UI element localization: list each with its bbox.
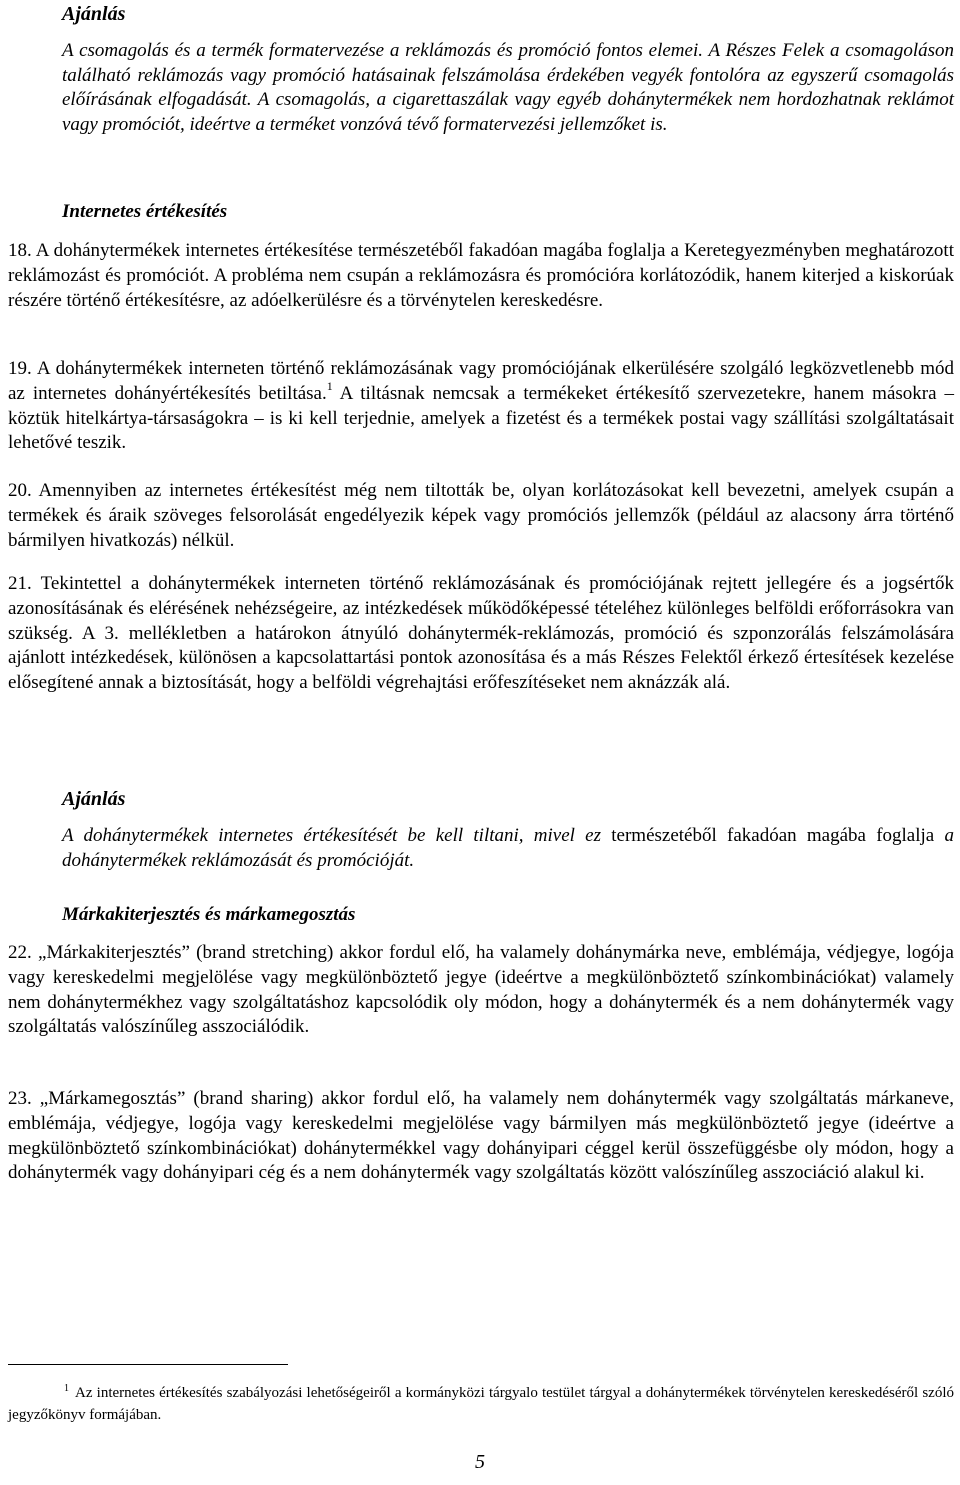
section-heading: Internetes értékesítés <box>62 201 228 222</box>
paragraph-19-text: 19. A dohánytermékek interneten történő reklámozásának vagy promóciójának elkerülésére szolgáló legközvetlenebb mód az internetes dohányértékesítés betiltása. <box>8 358 954 404</box>
footnote <box>8 1382 954 1426</box>
recommendation-text-italic-end: a dohánytermékek reklámozását és promócióját. <box>62 824 954 871</box>
paragraph-19-continuation: A tiltásnak nemcsak a termékeket értékesítő szervezetekre, hanem másokra – köztük hitelkártya-társaságokra – is ki kell terjednie, amelyek a fizetést és a termékek postai vagy szállítási szolgáltatásait lehetővé teszik. <box>8 382 954 454</box>
page-number: 5 <box>475 1451 485 1473</box>
section-heading: Ajánlás <box>62 3 126 25</box>
section-heading: Ajánlás <box>62 788 126 810</box>
paragraph-20: 20. Amennyiben az internetes értékesítést még nem tiltották be, olyan korlátozásokat kell bevezetni, amelyek csupán a termékek és áraik szöveges felsorolását engedélyezik képek vagy promóciós jellemzők (például az alacsony árra történő bármilyen hivatkozás) nélkül. <box>8 480 954 551</box>
paragraph-22: 22. „Márkakiterjesztés” (brand stretching) akkor fordul elő, ha valamely dohánymárka neve, emblémája, védjegye, logója vagy kereskedelmi megjelölése vagy megkülönböztető jegye (ideértve a megkülönböztető színkombinációkat) valamely nem dohánytermékhez vagy szolgáltatáshoz kapcsolódik oly módon, hogy a dohánytermék és a nem dohánytermék vagy szolgáltatás valószínűleg asszociálódik. <box>8 942 954 1038</box>
footnote-marker: 1 <box>64 1383 69 1394</box>
paragraph-21: 21. Tekintettel a dohánytermékek interneten történő reklámozásának és promóciójának rejtett jellegére és a jogsértők azonosításának és elérésének nehézségeire, az intézkedések működőképessé tételéhez különleges belföldi erőforrásokra van szükség. A 3. mellékletben a határokon átnyúló dohánytermék-reklámozás, promóció és szponzorálás felszámolására ajánlott intézkedések, különösen a kapcsolattartási pontok azonosítása és a más Részes Felektől érkező értesítések kezelése elősegítené annak a biztosítását, hogy a belföldi végrehajtási erőfeszítéseket nem aknázzák alá. <box>8 573 954 694</box>
footnote-text: Az internetes értékesítés szabályozási lehetőségeiről a kormányközi tárgyalo testület tárgyal a dohánytermékek törvénytelen kereskedéséről szóló jegyzőkönyv formájában. <box>8 1385 954 1423</box>
section-heading: Márkakiterjesztés és márkamegosztás <box>62 904 356 925</box>
recommendation-block-2 <box>8 787 954 873</box>
paragraph-19 <box>8 357 954 456</box>
footnote-divider <box>8 1364 288 1365</box>
paragraph-18: 18. A dohánytermékek internetes értékesítése természetéből fakadóan magába foglalja a Keretegyezményben meghatározott reklámozást és promóciót. A probléma nem csupán a reklámozásra és promócióra korlátozódik, hanem kiterjed a kiskorúak részére történő értékesítésre, az adóelkerülésre és a törvénytelen kereskedésre. <box>8 240 954 311</box>
recommendation-text <box>62 824 954 874</box>
paragraph-23: 23. „Márkamegosztás” (brand sharing) akkor fordul elő, ha valamely nem dohánytermék vagy szolgáltatás márkaneve, emblémája, védjegye, logója vagy kereskedelmi megjelölése vagy bármilyen más megkülönböztető jegye (ideértve a megkülönböztető színkombinációkat) dohánytermékkel vagy dohányipari céggel kerül összefüggésbe oly módon, hogy a dohánytermék vagy dohányipari cég és a nem dohánytermék vagy szolgáltatás között valószínűleg asszociáció alakul ki. <box>8 1088 954 1184</box>
recommendation-text: A csomagolás és a termék formatervezése a reklámozás és promóció fontos elemei. A Részes Felek a csomagoláson található reklámozás vagy promóció hatásainak felszámolása érdekében vegyék fontolóra az egyszerű csomagolás előírásának elfogadását. A csomagolás, a cigarettaszálak vagy egyéb dohánytermékek nem hordozhatnak reklámot vagy promóciót, ideértve a terméket vonzóvá tévő formatervezési jellemzőket is. <box>62 39 954 136</box>
footnote-reference: 1 <box>326 378 333 393</box>
recommendation-text-regular: természetéből fakadóan magába foglalja <box>601 824 945 846</box>
recommendation-text-italic: A dohánytermékek internetes értékesítését be kell tiltani, mivel ez <box>62 824 602 846</box>
recommendation-block-1 <box>8 2 954 138</box>
